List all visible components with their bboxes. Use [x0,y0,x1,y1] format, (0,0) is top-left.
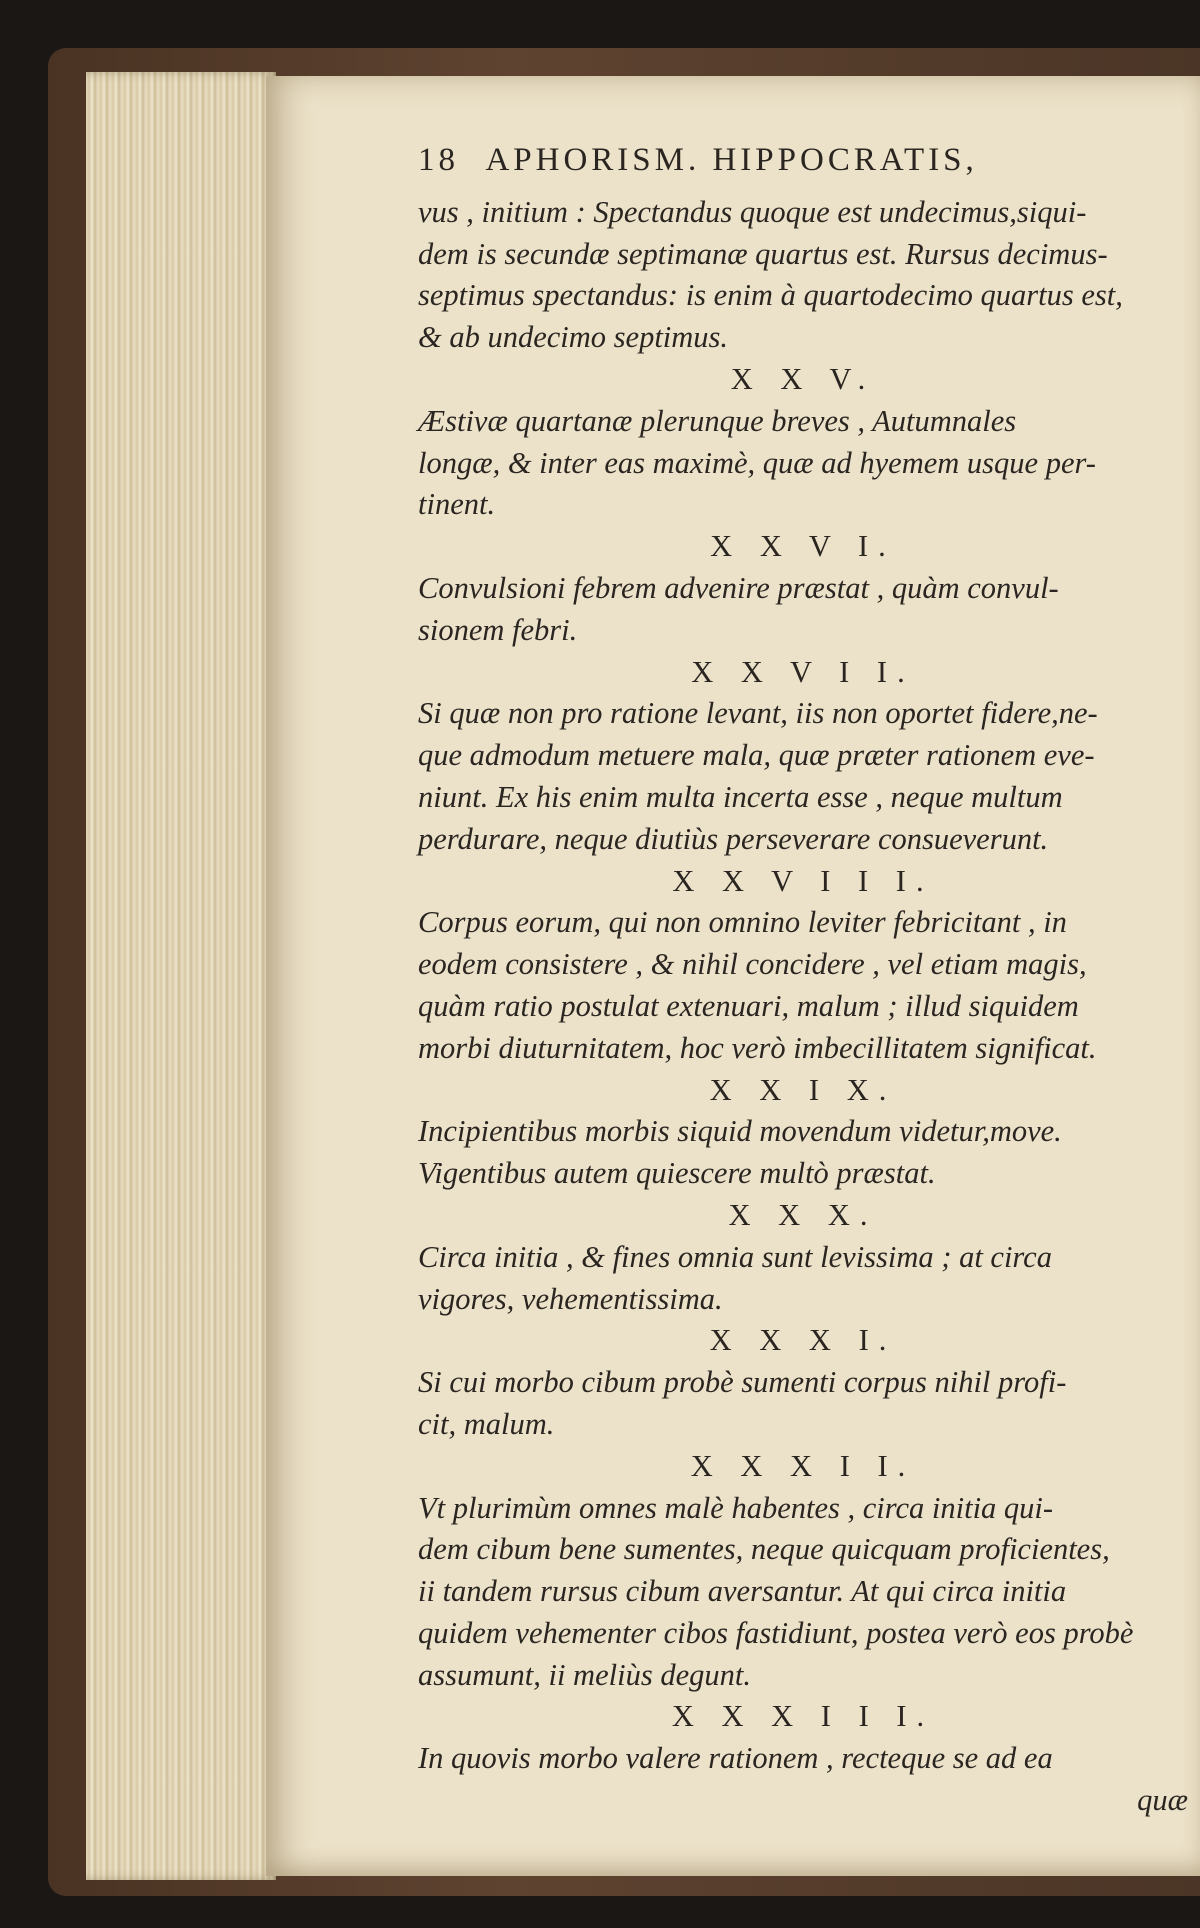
text-line: quidem vehementer cibos fastidiunt, postea verò eos probè [418,1615,1134,1650]
text-line: dem cibum bene sumentes, neque quicquam proficientes, [418,1532,1110,1567]
text-line: quàm ratio postulat extenuari, malum ; illud siquidem [418,988,1079,1023]
catchword: quæ [1137,1783,1188,1818]
aphorism-number: X X V I I I. [672,863,934,898]
page-number: 18 [418,142,459,178]
text-line: Si quæ non pro ratione levant, iis non oportet fidere,ne- [418,696,1098,731]
text-line: Incipientibus morbis siquid movendum videtur,move. [418,1114,1062,1149]
aphorism-number: X X V I I. [691,654,915,689]
text-line: vus , initium : Spectandus quoque est undecimus,siqui- [418,194,1087,229]
book-page [266,76,1200,1876]
aphorism-number: X X V I. [710,529,896,564]
aphorism-number: X X X I. [709,1323,897,1358]
text-line: Si cui morbo cibum probè sumenti corpus nihil profi- [418,1365,1067,1400]
text-line: Circa initia , & fines omnia sunt levissima ; at circa [418,1239,1052,1274]
text-line: cit, malum. [418,1406,555,1441]
running-header [418,140,1188,182]
text-line: Convulsioni febrem advenire præstat , quàm convul- [418,570,1059,605]
text-line: ii tandem rursus cibum aversantur. At qui circa initia [418,1574,1067,1609]
text-line: septimus spectandus: is enim à quartodecimo quartus est, [418,278,1123,313]
text-line: Vigentibus autem quiescere multò præstat. [418,1156,936,1191]
aphorism-number: X X X I I I. [671,1699,935,1734]
text-line: que admodum metuere mala, quæ præter rationem eve- [418,738,1095,773]
text-line: longæ, & inter eas maximè, quæ ad hyemem usque per- [418,445,1096,480]
aphorism-number: X X V. [730,361,876,396]
text-line: & ab undecimo septimus. [418,320,729,355]
aphorism-number: X X X I I. [690,1448,916,1483]
text-line: vigores, vehementissima. [418,1281,723,1316]
text-line: tinent. [418,487,496,522]
page-text-block [418,140,1188,1822]
running-title: APHORISM. HIPPOCRATIS, [485,142,978,178]
aphorism-number: X X X. [728,1197,878,1232]
text-line: niunt. Ex his enim multa incerta esse , neque multum [418,779,1063,814]
text-line: Vt plurimùm omnes malè habentes , circa initia qui- [418,1490,1054,1525]
text-line: eodem consistere , & nihil concidere , vel etiam magis, [418,947,1087,982]
text-line: dem is secundæ septimanæ quartus est. Rursus decimus- [418,236,1108,271]
text-line: Corpus eorum, qui non omnino leviter febricitant , in [418,905,1067,940]
text-line: assumunt, ii meliùs degunt. [418,1657,751,1692]
text-line: sionem febri. [418,612,578,647]
text-line: In quovis morbo valere rationem , recteque se ad ea [418,1741,1053,1776]
text-line: morbi diuturnitatem, hoc verò imbecillitatem significat. [418,1030,1097,1065]
text-line: perdurare, neque diutiùs perseverare consueverunt. [418,821,1049,856]
aphorism-number: X X I X. [709,1072,897,1107]
page-edges [86,72,276,1880]
text-line: Æstivæ quartanæ plerunque breves , Autumnales [418,403,1017,438]
